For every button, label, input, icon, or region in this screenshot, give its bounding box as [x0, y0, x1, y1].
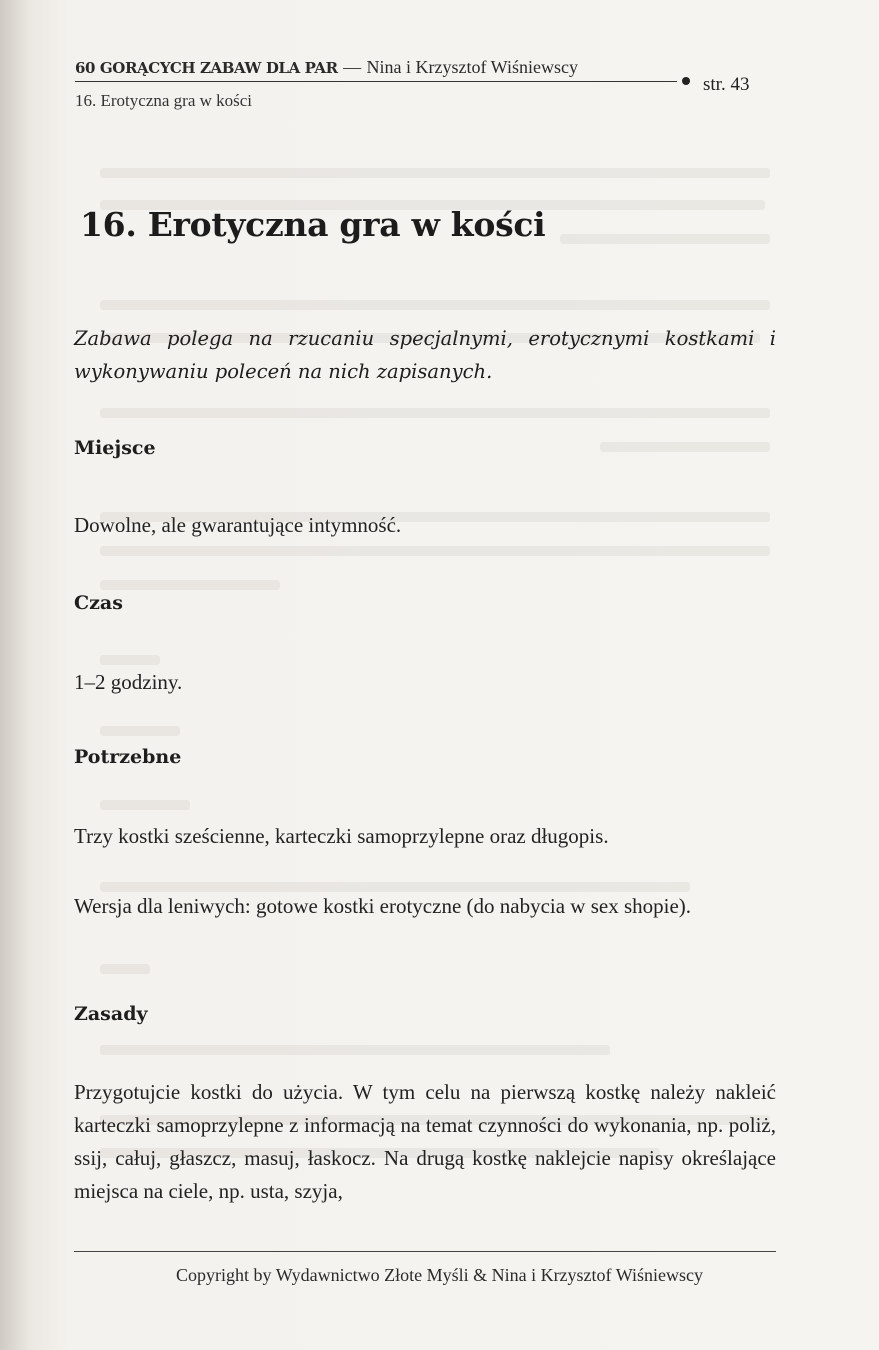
chapter-intro: Zabawa polega na rzucaniu specjalnymi, erotycznymi kostkami i wykonywaniu poleceń na nich zapisanych.: [74, 327, 776, 383]
section-text-potrzebne-1: Trzy kostki sześcienne, karteczki samoprzylepne oraz długopis.: [74, 824, 609, 848]
header-chapter-ref: 16. Erotyczna gra w kości: [75, 91, 253, 110]
section-heading-potrzebne: Potrzebne: [74, 746, 182, 768]
header-separator: —: [343, 57, 362, 77]
section-heading-zasady: Zasady: [74, 1003, 148, 1025]
section-text-potrzebne-2: Wersja dla leniwych: gotowe kostki erotyczne (do nabycia w sex shopie).: [74, 894, 692, 918]
section-heading-czas: Czas: [74, 592, 123, 614]
chapter-title: 16. Erotyczna gra w kości: [80, 205, 546, 244]
section-text-czas: 1–2 godziny.: [74, 670, 183, 694]
footer-copyright: Copyright by Wydawnictwo Złote Myśli & Nina i Krzysztof Wiśniewscy: [176, 1265, 703, 1285]
running-header: [75, 57, 775, 117]
footer-rule: [74, 1251, 776, 1252]
page-number: str. 43: [703, 74, 750, 95]
book-title: 60 GORĄCYCH ZABAW DLA PAR: [75, 59, 338, 77]
header-rule: [75, 81, 677, 82]
bullet-icon: [682, 77, 690, 85]
header-title-line: [75, 57, 578, 78]
section-text-miejsce: Dowolne, ale gwarantujące intymność.: [74, 513, 402, 537]
section-text-zasady: Przygotujcie kostki do użycia. W tym celu na pierwszą kostkę należy nakleić karteczki samoprzylepne z informacją na temat czynności do wykonania, np. poliż, ssij, całuj, głaszcz, masuj, łaskocz. Na drugą kostkę naklejcie napisy określające miejsca na ciele, np. usta, szyja,: [74, 1080, 776, 1203]
section-heading-miejsce: Miejsce: [74, 437, 156, 459]
header-authors: Nina i Krzysztof Wiśniewscy: [366, 57, 578, 77]
